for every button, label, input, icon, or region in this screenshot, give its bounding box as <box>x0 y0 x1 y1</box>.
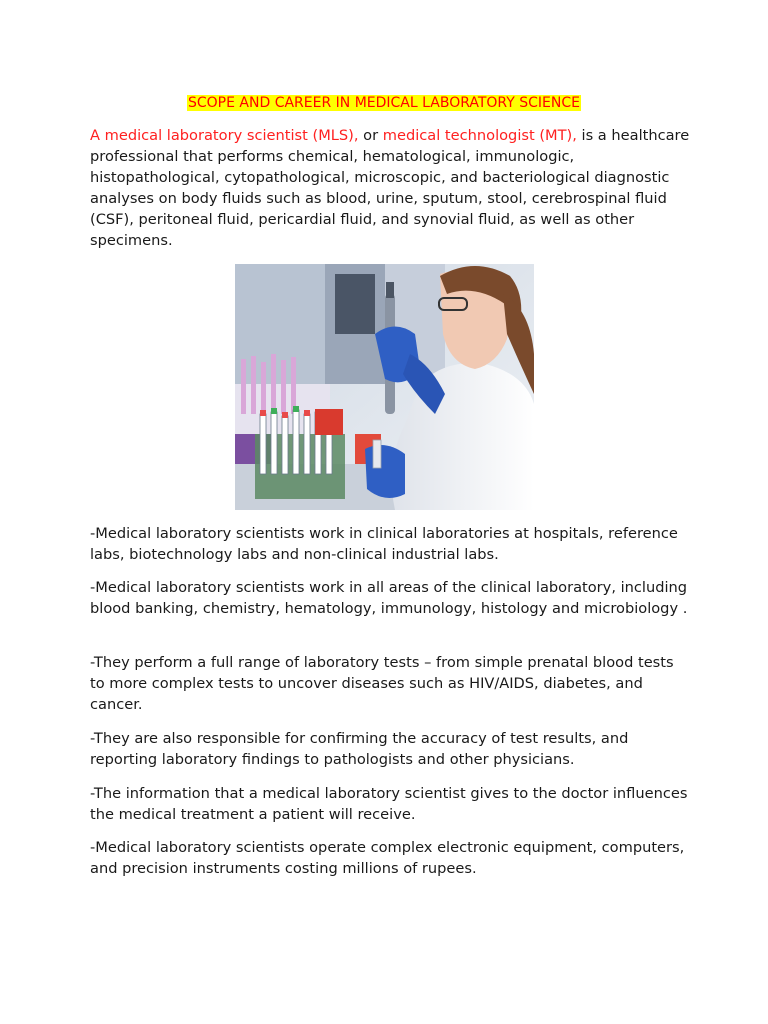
intro-paragraph <box>90 125 690 251</box>
lab-photo-illustration <box>235 264 534 510</box>
paragraph-treatment: -The information that a medical laboratory scientist gives to the doctor influences the medical treatment a patient will receive. <box>90 785 688 823</box>
paragraph-work-locations: -Medical laboratory scientists work in clinical laboratories at hospitals, reference labs, biotechnology labs and non-clinical industrial labs. <box>90 525 678 563</box>
intro-body: is a healthcare professional that performs chemical, hematological, immunologic, histopathological, cytopathological, microscopic, and bacteriological diagnostic analyses on body fluids such as blood, urine, sputum, stool, cerebrospinal fluid (CSF), peritoneal fluid, pericardial fluid, and synovial fluid, as well as other specimens. <box>90 127 690 249</box>
paragraph-tests: -They perform a full range of laboratory tests – from simple prenatal blood tests to more complex tests to uncover diseases such as HIV/AIDS, diabetes, and cancer. <box>90 654 674 713</box>
paragraph-equipment: -Medical laboratory scientists operate complex electronic equipment, computers, and precision instruments costing millions of rupees. <box>90 839 685 877</box>
intro-mt-term: medical technologist (MT), <box>382 127 577 144</box>
title-block <box>0 92 768 112</box>
paragraph-lab-areas: -Medical laboratory scientists work in all areas of the clinical laboratory, including blood banking, chemistry, hematology, immunology, histology and microbiology . <box>90 579 688 617</box>
intro-mls-term: A medical laboratory scientist (MLS), <box>90 127 359 144</box>
intro-or: or <box>358 127 383 144</box>
page-title: SCOPE AND CAREER IN MEDICAL LABORATORY SCIENCE <box>188 95 580 111</box>
paragraph-accuracy: -They are also responsible for confirming the accuracy of test results, and reporting laboratory findings to pathologists and other physicians. <box>90 730 629 768</box>
lab-scientist-photo <box>235 264 534 510</box>
